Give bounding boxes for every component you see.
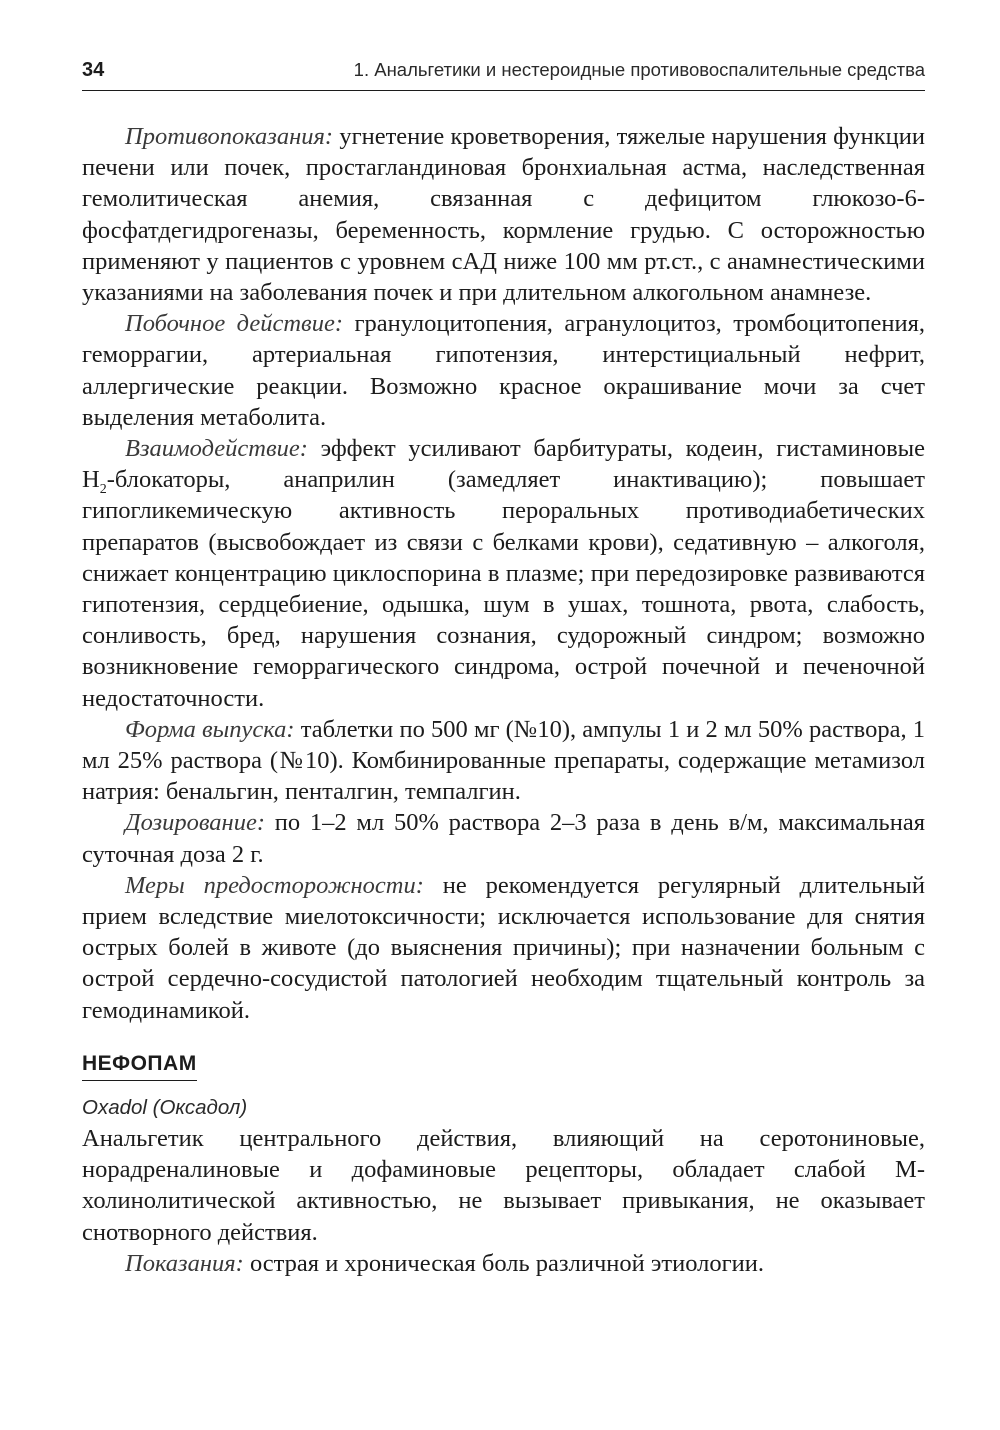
side-effects-label: Побочное действие:	[125, 310, 343, 338]
article-body	[82, 121, 925, 1026]
dosage-label: Дозирование:	[125, 809, 265, 837]
page-number: 34	[82, 59, 105, 81]
page-header	[82, 58, 925, 91]
interaction-label: Взаимодействие:	[125, 435, 308, 463]
contraindications-paragraph	[82, 121, 925, 308]
interaction-paragraph	[82, 433, 925, 714]
drug-body	[82, 1123, 925, 1279]
drug-description: Анальгетик центрального действия, влияющий на серотониновые, норадреналиновые и дофаминовые рецепторы, обладает слабой М-холинолитической активностью, не вызывает привыкания, не оказывает снотворного действия.	[82, 1124, 925, 1246]
release-form-label: Форма выпуска:	[125, 715, 295, 743]
indications-text: острая и хроническая боль различной этиологии.	[249, 1249, 764, 1277]
interaction-text-end: -блокаторы, анаприлин (замедляет инактивацию); повышает гипогликемическую активность пероральных противодиабетических препаратов (высвобождает из связи с белками крови), седативную – алкоголя, снижает концентрацию циклоспорина в плазме; при передозировке развиваются гипотензия, сердцебиение, одышка, шум в ушах, тошнота, рвота, слабость, сонливость, бред, нарушения сознания, судорожный синдром; возможно возникновение геморрагического синдрома, острой почечной и печеночной недостаточности.	[82, 466, 925, 712]
indications-label: Показания:	[125, 1249, 244, 1277]
precautions-text: не рекомендуется регулярный длительный прием вследствие миелотоксичности; исключается использование для снятия острых болей в животе (до выяснения причины); при назначении больным с острой сердечно-сосудистой патологией необходим тщательный контроль за гемодинамикой.	[82, 871, 925, 1024]
contraindications-text: угнетение кроветворения, тяжелые нарушения функции печени или почек, простагландиновая бронхиальная астма, наследственная гемолитическая анемия, связанная с дефицитом глюкозо-6-фосфатдегидрогеназы, беременность, кормление грудью. С осторожностью применяют у пациентов с уровнем сАД ниже 100 мм рт.ст., с анамнестическими указаниями на заболевания почек и при длительном алкогольном анамнезе.	[82, 123, 926, 307]
dosage-paragraph	[82, 807, 925, 869]
book-page	[82, 58, 925, 1279]
interaction-text-start: эффект усиливают барбитураты, кодеин, гистаминовые H	[82, 435, 925, 494]
side-effects-text: гранулоцитопения, агранулоцитоз, тромбоцитопения, геморрагии, артериальная гипотензия, интерстициальный нефрит, аллергические реакции. Возможно красное окрашивание мочи за счет выделения метаболита.	[82, 310, 925, 431]
side-effects-paragraph	[82, 308, 925, 433]
contraindications-label: Противопоказания:	[125, 123, 334, 150]
drug-latin-name: Oxadol (Оксадол)	[82, 1095, 248, 1119]
running-title: 1. Анальгетики и нестероидные противовоспалительные средства	[353, 59, 925, 80]
precautions-paragraph	[82, 870, 925, 1026]
release-form-text: таблетки по 500 мг (№10), ампулы 1 и 2 мл 50% раствора, 1 мл 25% раствора (№10). Комбинированные препараты, содержащие метамизол натрия: бенальгин, пенталгин, темпалгин.	[82, 715, 926, 806]
indications-paragraph	[82, 1248, 925, 1279]
dosage-text: по 1–2 мл 50% раствора 2–3 раза в день в/м, максимальная суточная доза 2 г.	[82, 809, 925, 868]
drug-heading: НЕФОПАМ	[82, 1052, 197, 1081]
release-form-paragraph	[82, 714, 925, 808]
precautions-label: Меры предосторожности:	[125, 871, 424, 899]
interaction-subscript: 2	[99, 482, 107, 498]
